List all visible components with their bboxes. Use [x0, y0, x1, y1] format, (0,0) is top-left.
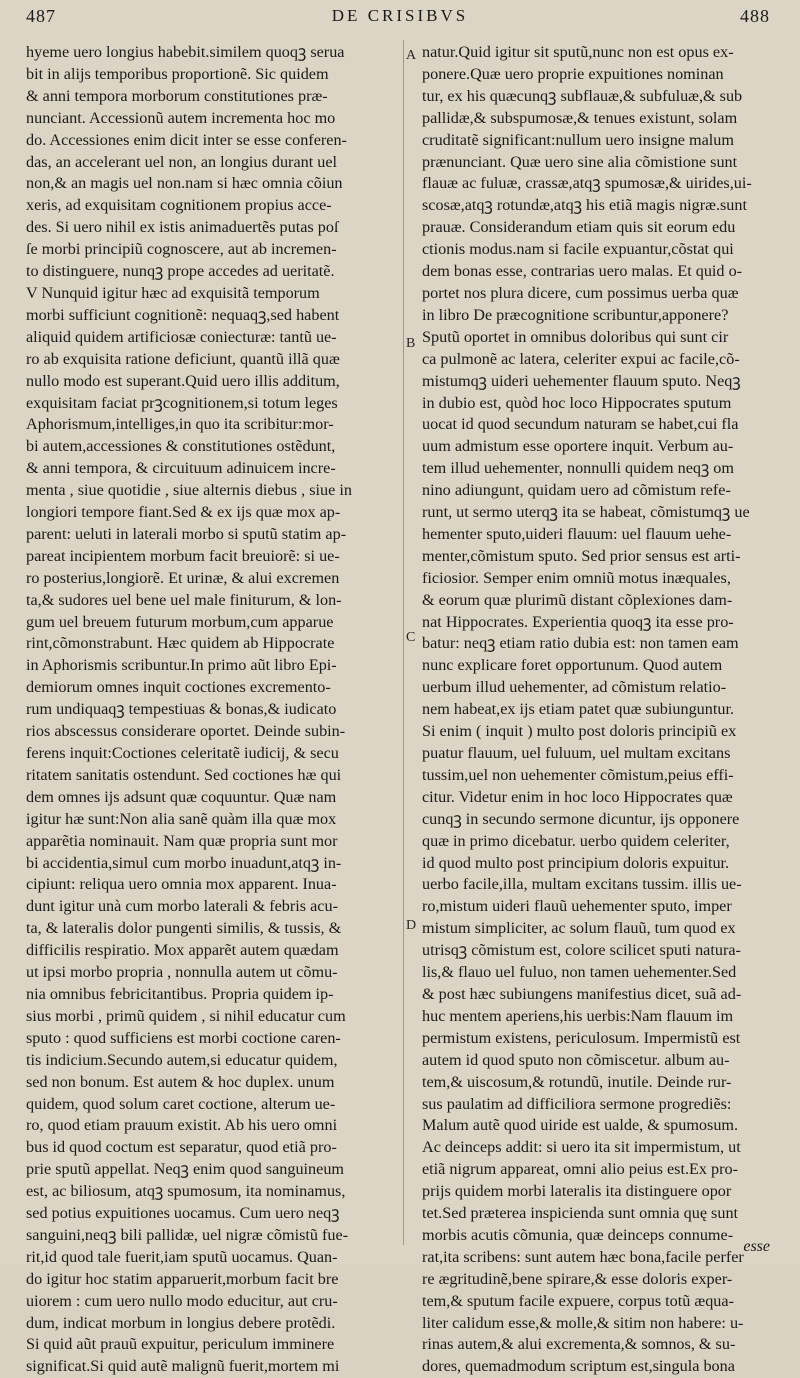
text-line: Sputũ oportet in omnibus doloribus qui sunt cir — [422, 327, 729, 346]
text-line: bi accidentia,simul cum morbo inuadunt,atqꝫ in- — [26, 853, 342, 872]
text-line: liter calidum esse,& molle,& sitim non habere: u- — [422, 1313, 744, 1332]
page-number-right: 488 — [740, 6, 770, 26]
text-line: des. Si uero nihil ex istis animaduertẽs putas poſ — [26, 218, 339, 237]
text-line: mistum simpliciter, ac solum flauũ, tum quod ex — [422, 919, 736, 938]
text-line: uerbo facile,illa, multam excitans tussim. illis ue- — [422, 875, 742, 894]
text-line: cipiunt: reliqua uero omnia mox apparent. Inua- — [26, 875, 337, 894]
text-line: ctionis modus.nam si facile expuantur,cõstat qui — [422, 240, 734, 259]
text-line: parent: ueluti in laterali morbo si sputũ statim ap- — [26, 524, 347, 543]
text-line: menta , siue quotidie , siue alternis diebus , siue in — [26, 481, 352, 500]
text-line: Si quid aũt prauũ expuitur, periculum imminere — [26, 1335, 335, 1354]
text-line: demiorum omnes inquit coctiones excremento- — [26, 678, 331, 697]
text-line: cunqꝫ in secundo sermone dicuntur, ijs opponere — [422, 809, 740, 828]
text-line: ritatem sanitatis ostendunt. Sed coctiones hæ qui — [26, 765, 342, 784]
text-line: etiã nigrum appareat, omni alio peius est.Ex pro- — [422, 1160, 739, 1179]
text-line: natur.Quid igitur sit sputũ,nunc non est opus ex- — [422, 43, 734, 61]
text-line: est, ac biliosum, atqꝫ spumosum, ita nominamus, — [26, 1182, 346, 1201]
text-line: autem id quod sputo non cõmiscetur. album au- — [422, 1050, 730, 1069]
text-line: hyeme uero longius habebit.similem quoqꝫ serua — [26, 43, 345, 61]
text-line: in Aphorismis scribuntur.In primo aũt libro Epi- — [26, 656, 337, 675]
text-line: morbi sufficiunt cognitionẽ: nequaqꝫ,sed habent — [26, 305, 340, 324]
text-line: nem habeat,ex ijs etiam patet quæ subiunguntur. — [422, 700, 734, 719]
text-line: quidem, quod solum caret coctione, alterum ue- — [26, 1094, 336, 1113]
text-line: rat,ita scribens: sunt autem hæc bona,facile perfer — [422, 1247, 744, 1266]
text-line: in dubio est, quòd hoc loco Hippocrates sputum — [422, 393, 732, 412]
text-line: dem bonas esse, contrarias uero malas. Et quid o- — [422, 262, 743, 281]
text-line: cruditatẽ significant:nullum uero insigne malum — [422, 130, 734, 149]
text-line: nunc explicare foret opportunum. Quod autem — [422, 656, 723, 675]
margin-letter-a: A — [406, 48, 417, 63]
text-line: non,& an magis uel non.nam si hæc omnia cõiun — [26, 174, 343, 193]
text-line: pallidæ,& subspumosæ,& tenues existunt, solam — [422, 108, 738, 127]
text-line: significat.Si quid autẽ malignũ fuerit,mortem mi — [26, 1357, 340, 1376]
text-line: Si enim ( inquit ) multo post doloris principiũ ex — [422, 722, 737, 741]
text-line: tem,& uiscosum,& rotundũ, inutile. Deinde rur- — [422, 1072, 732, 1091]
page-header — [0, 6, 800, 32]
margin-letter-c: C — [406, 630, 416, 645]
text-line: uocat id quod secundum naturam se habet,cui fla — [422, 415, 739, 434]
text-line: xeris, ad exquisitam cognitionem propius acce- — [26, 196, 332, 215]
text-line: sed non bonum. Est autem & hoc duplex. unum — [26, 1072, 335, 1091]
text-line: ca pulmonẽ ac latera, celeriter expui ac facile,cõ- — [422, 349, 740, 368]
text-line: menter,cõmistum sputo. Sed prior sensus est arti- — [422, 546, 741, 565]
text-line: dem omnes ijs adsunt quæ coquuntur. Quæ nam — [26, 787, 337, 806]
text-line: mistumqꝫ uideri uehementer flauum sputo. Neqꝫ — [422, 371, 741, 390]
text-line: tem illud uehementer, nonnulli quidem neqꝫ om — [422, 459, 734, 478]
text-line: nunciant. Accessionũ autem incrementa hoc mo — [26, 108, 336, 127]
text-line: & eorum quæ plurimũ distant cõplexiones dam- — [422, 590, 733, 609]
text-line: id quod multo post principium doloris expuitur. — [422, 853, 730, 872]
text-line: tet.Sed præterea inspicienda sunt omnia quę sunt — [422, 1204, 739, 1223]
text-line: nullo modo est superant.Quid uero illis additum, — [26, 371, 340, 390]
text-line: ta, & lateralis dolor pungenti similis, & tussis, & — [26, 919, 342, 938]
text-line: tem,& sputum facile expuere, corpus totũ æqua- — [422, 1291, 734, 1310]
text-line: ro, quod etiam prauum existit. Ab his uero omni — [26, 1116, 338, 1135]
text-line: aliquid quidem artificiosæ coniecturæ: tantũ ue- — [26, 327, 337, 346]
text-line: ta,& sudores uel bene uel male finiturum, & lon- — [26, 590, 342, 609]
text-line: scosæ,atqꝫ rotundæ,atqꝫ his etiã magis nigræ.sunt — [422, 196, 747, 215]
text-line: dunt igitur unà cum morbo laterali & febris acu- — [26, 897, 338, 916]
text-line: bus id quod coctum est separatur, quod etiã pro- — [26, 1138, 337, 1157]
text-line: Ac deinceps addit: si uero ita sit impermistum, ut — [422, 1138, 741, 1157]
text-line: apparẽtia nominauit. Nam quæ propria sunt mor — [26, 831, 338, 850]
text-line: & anni tempora, & circuituum adinuicem incre- — [26, 459, 336, 478]
text-line: puatur flauum, uel fuluum, uel multam excitans — [422, 744, 731, 762]
margin-letter-d: D — [406, 918, 417, 933]
text-line: ro posterius,longiorẽ. Et urinæ, & alui excremen — [26, 568, 340, 587]
text-line: igitur hæ sunt:Non alia sanẽ quàm illa quæ mox — [26, 809, 337, 828]
text-line: & anni tempora morborum constitutiones præ- — [26, 86, 328, 105]
text-line: ficiosior. Semper enim omniũ motus inæquales, — [422, 568, 731, 587]
text-line: & post hæc subiungens manifestius dicet, suã ad- — [422, 984, 742, 1003]
text-line: dum, indicat morbum in longius debere protẽdi. — [26, 1313, 336, 1332]
text-line: difficilis respiratio. Mox apparẽt autem quædam — [26, 941, 339, 960]
text-line: uerbum illud uehementer, ad cõmistum relatio- — [422, 678, 727, 697]
text-line: nat Hippocrates. Experientia quoqꝫ ita esse pro- — [422, 612, 734, 631]
text-line: uum admistum esse oportere inquit. Verbum au- — [422, 437, 734, 456]
column-divider — [403, 40, 404, 1245]
text-line: tur, ex his quæcunqꝫ subflauæ,& subfuluæ,& sub — [422, 86, 743, 105]
text-line: ut ipsi morbo propria , nonnulla autem ut cõmu- — [26, 963, 338, 982]
text-line: pareat incipientem morbum facit breuiorẽ: si ue- — [26, 546, 340, 565]
text-line: rinas autem,& alui excrementa,& somnos, & su- — [422, 1335, 736, 1354]
text-line: V Nunquid igitur hæc ad exquisitã temporum — [26, 283, 320, 302]
text-line: sanguini,neqꝫ bili pallidæ, uel nigræ cõmistũ fue- — [26, 1225, 349, 1244]
text-line: rios abscessus considerare oportet. Deinde subin- — [26, 722, 346, 741]
text-line: ro ab exquisita ratione deficiunt, quantũ illã quæ — [26, 349, 340, 368]
text-line: lis,& flauo uel fuluo, non tamen uehementer.Sed — [422, 963, 737, 982]
text-line: ſe morbi principiũ cognoscere, aut ab incremen- — [26, 240, 337, 259]
text-line: ponere.Quæ uero proprie expuitiones nominan — [422, 64, 724, 83]
text-line: bi autem,accessiones & constitutiones ostẽdunt, — [26, 437, 336, 456]
text-line: to distinguere, nunqꝫ prope accedes ad ueritatẽ. — [26, 262, 335, 281]
text-line: ferens inquit:Coctiones celeritatẽ iudicij, & secu — [26, 744, 339, 762]
text-line: bit in alijs temporibus proportionẽ. Sic quidem — [26, 64, 329, 83]
text-line: nia omnibus febricitantibus. Propria quidem ip- — [26, 984, 334, 1003]
text-line: batur: neqꝫ etiam ratio dubia est: non tamen eam — [422, 634, 739, 653]
text-line: longiori tempore fiant.Sed & ex ijs quæ mox ap- — [26, 503, 341, 522]
text-line: citur. Videtur enim in hoc loco Hippocrates quæ — [422, 787, 733, 806]
text-line: prænunciant. Quæ uero sine alia cõmistione sunt — [422, 152, 738, 171]
text-line: rint,cõmonstrabunt. Hæc quidem ab Hippocrate — [26, 634, 335, 653]
text-line: rum undiquaqꝫ tempestiuas & bonas,& iudicato — [26, 700, 337, 719]
margin-letter-b: B — [406, 336, 416, 351]
catchword: esse — [743, 1238, 770, 1255]
text-line: ro,mistum uideri flauũ uehementer sputo, imper — [422, 897, 732, 916]
text-line: exquisitam faciat prꝫcognitionem,si totum leges — [26, 393, 338, 412]
text-line: das, an accelerant uel non, an longius durant uel — [26, 152, 338, 171]
text-line: in libro De præcognitione scribuntur,apponere? — [422, 305, 729, 324]
right-text-column — [422, 42, 797, 1378]
text-line: utrisqꝫ cõmistum est, colore scilicet sputi natura- — [422, 941, 741, 960]
text-line: sed potius expuitiones uocamus. Cum uero neqꝫ — [26, 1204, 340, 1223]
text-line: do igitur hoc statim apparuerit,morbum facit bre — [26, 1269, 339, 1288]
text-line: huc mentem aperiens,his uerbis:Nam flauum im — [422, 1006, 734, 1025]
text-line: sputo : quod sufficiens est morbi coctione caren- — [26, 1028, 341, 1047]
page-number-left: 487 — [26, 6, 56, 26]
text-line: rit,id quod tale fuerit,iam sputũ uocamus. Quan- — [26, 1247, 338, 1266]
text-line: nino adiungunt, quidam uero ad cõmistum refe- — [422, 481, 731, 500]
text-line: morbis acutis cõmunia, quæ deinceps connume- — [422, 1225, 734, 1244]
text-line: re ægritudinẽ,bene spirare,& esse doloris exper- — [422, 1269, 733, 1288]
text-line: prauæ. Considerandum etiam quis sit eorum edu — [422, 218, 736, 237]
text-line: uiorem : cum uero nullo modo educitur, aut cru- — [26, 1291, 338, 1310]
left-text-column — [26, 42, 401, 1378]
running-title: DE CRISIBVS — [331, 6, 469, 25]
text-line: hementer sputo,uideri flauum: uel flauum uehe- — [422, 524, 732, 543]
text-line: quæ in primo dicebatur. uerbo quidem celeriter, — [422, 831, 730, 850]
text-line: tussim,uel non uehementer cõmistum,peius effi- — [422, 765, 734, 784]
text-line: sius morbi , primũ quidem , si nihil educatur cum — [26, 1006, 346, 1025]
text-line: do. Accessiones enim dicit inter se esse conferen- — [26, 130, 347, 149]
text-line: prie sputũ appellat. Neqꝫ enim quod sanguineum — [26, 1160, 345, 1179]
text-line: prijs quidem morbi lateralis ita distinguere opor — [422, 1182, 732, 1201]
text-line: gum uel breuem futurum morbum,cum apparue — [26, 612, 334, 631]
text-line: flauæ ac fuluæ, crassæ,atqꝫ spumosæ,& uirides,ui- — [422, 174, 752, 193]
text-line: permistum existens, periculosum. Impermistũ est — [422, 1028, 741, 1047]
text-line: sus paulatim ad difficiliora sermone progrediẽs: — [422, 1094, 732, 1113]
text-line: Aphorismum,intelliges,in quo ita scribitur:mor- — [26, 415, 334, 434]
text-line: Malum autẽ quod uiride est ualde, & spumosum. — [422, 1116, 739, 1135]
text-line: tis indicium.Secundo autem,si educatur quidem, — [26, 1050, 338, 1069]
text-line: runt, ut sermo uterqꝫ ita se habeat, cõmistumqꝫ ue — [422, 503, 750, 522]
text-line: portet nos plura dicere, cum possimus uerba quæ — [422, 283, 739, 302]
text-line: dores, quemadmodum scriptum est,singula bona — [422, 1357, 735, 1376]
